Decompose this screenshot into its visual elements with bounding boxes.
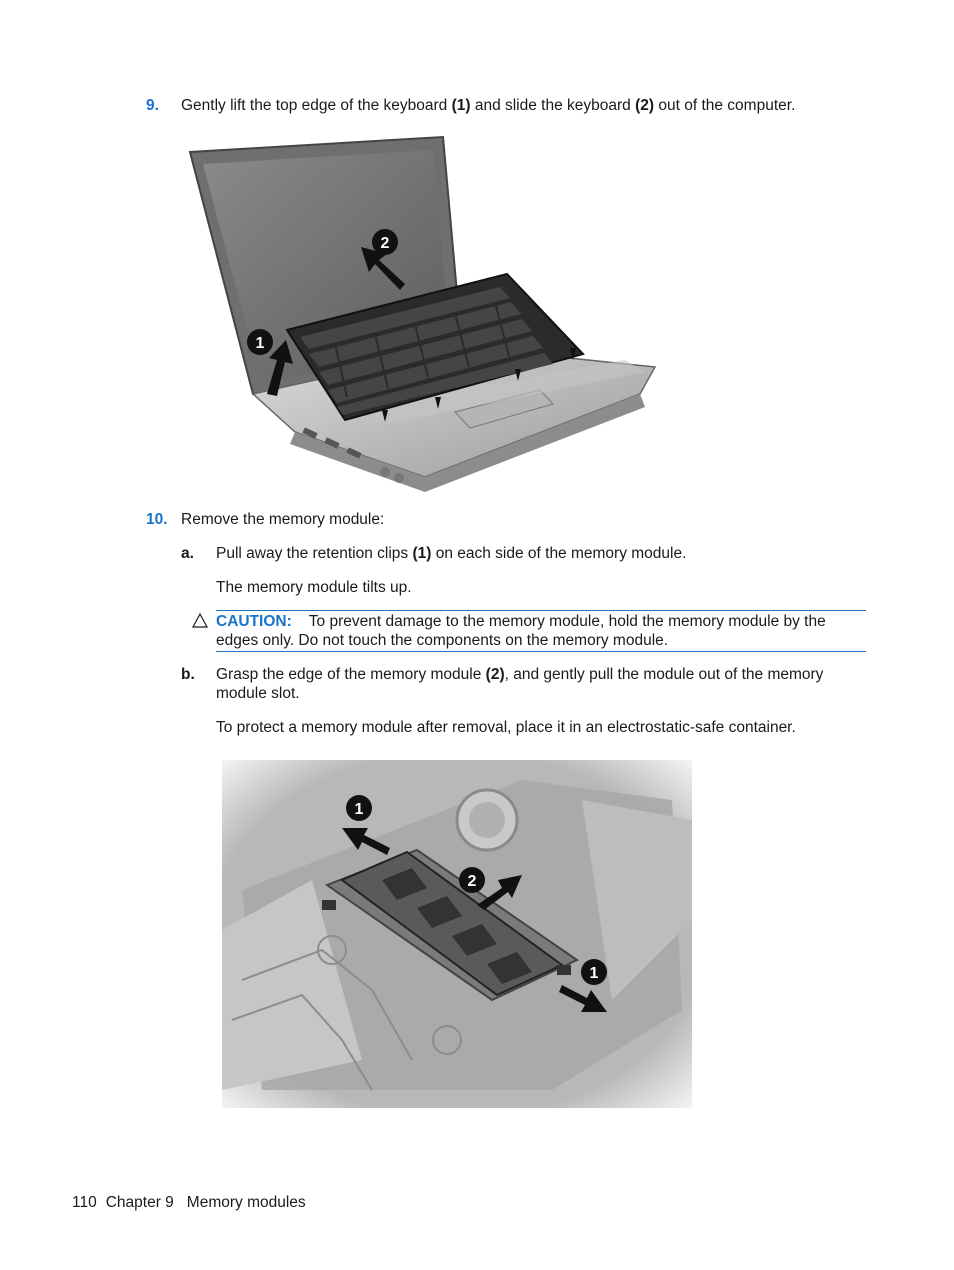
text-run: Gently lift the top edge of the keyboard <box>181 97 452 114</box>
callout-2-label: 2 <box>380 235 390 252</box>
caution-line-1 <box>216 612 826 632</box>
text-run: out of the computer. <box>654 97 796 114</box>
callout-1b-label: 1 <box>589 965 599 982</box>
memory-module-figure <box>222 760 692 1108</box>
step-9-text <box>181 96 795 116</box>
caution-line-2: edges only. Do not touch the components on the memory module. <box>216 632 669 649</box>
substep-b-label: b. <box>181 666 195 683</box>
caution-triangle-icon <box>192 613 208 628</box>
callout-ref: (1) <box>451 97 471 114</box>
step-number: 10. <box>146 511 168 528</box>
callout-ref: (2) <box>635 97 655 114</box>
caution-label: CAUTION: <box>216 613 292 630</box>
page-footer <box>72 1193 306 1213</box>
step-number: 9. <box>146 97 159 114</box>
caution-text: To prevent damage to the memory module, hold the memory module by the <box>308 613 826 630</box>
substep-a-text <box>216 544 686 564</box>
callout-1-label: 1 <box>255 335 265 352</box>
page-number: 110 <box>72 1194 97 1211</box>
text-run: Grasp the edge of the memory module <box>216 666 486 683</box>
callout-2-label: 2 <box>467 873 477 890</box>
step-9 <box>146 96 159 116</box>
substep-b-text <box>216 665 823 685</box>
substep-b-note: To protect a memory module after removal, place it in an electrostatic-safe container. <box>216 719 796 736</box>
step-10-text: Remove the memory module: <box>181 511 385 528</box>
text-run: , and gently pull the module out of the memory <box>504 666 824 683</box>
callout-ref: (1) <box>412 545 432 562</box>
chapter-title: Memory modules <box>186 1194 306 1211</box>
callout-ref: (2) <box>485 666 505 683</box>
substep-a-note: The memory module tilts up. <box>216 579 412 596</box>
callout-1a-label: 1 <box>354 801 364 818</box>
text-run: Pull away the retention clips <box>216 545 413 562</box>
step-10 <box>146 510 168 530</box>
substep-a-label: a. <box>181 545 194 562</box>
keyboard-removal-figure <box>185 132 660 494</box>
substep-b-text-line-2: module slot. <box>216 685 300 702</box>
chapter-label: Chapter 9 <box>105 1194 174 1211</box>
text-run: and slide the keyboard <box>470 97 636 114</box>
text-run: on each side of the memory module. <box>431 545 687 562</box>
